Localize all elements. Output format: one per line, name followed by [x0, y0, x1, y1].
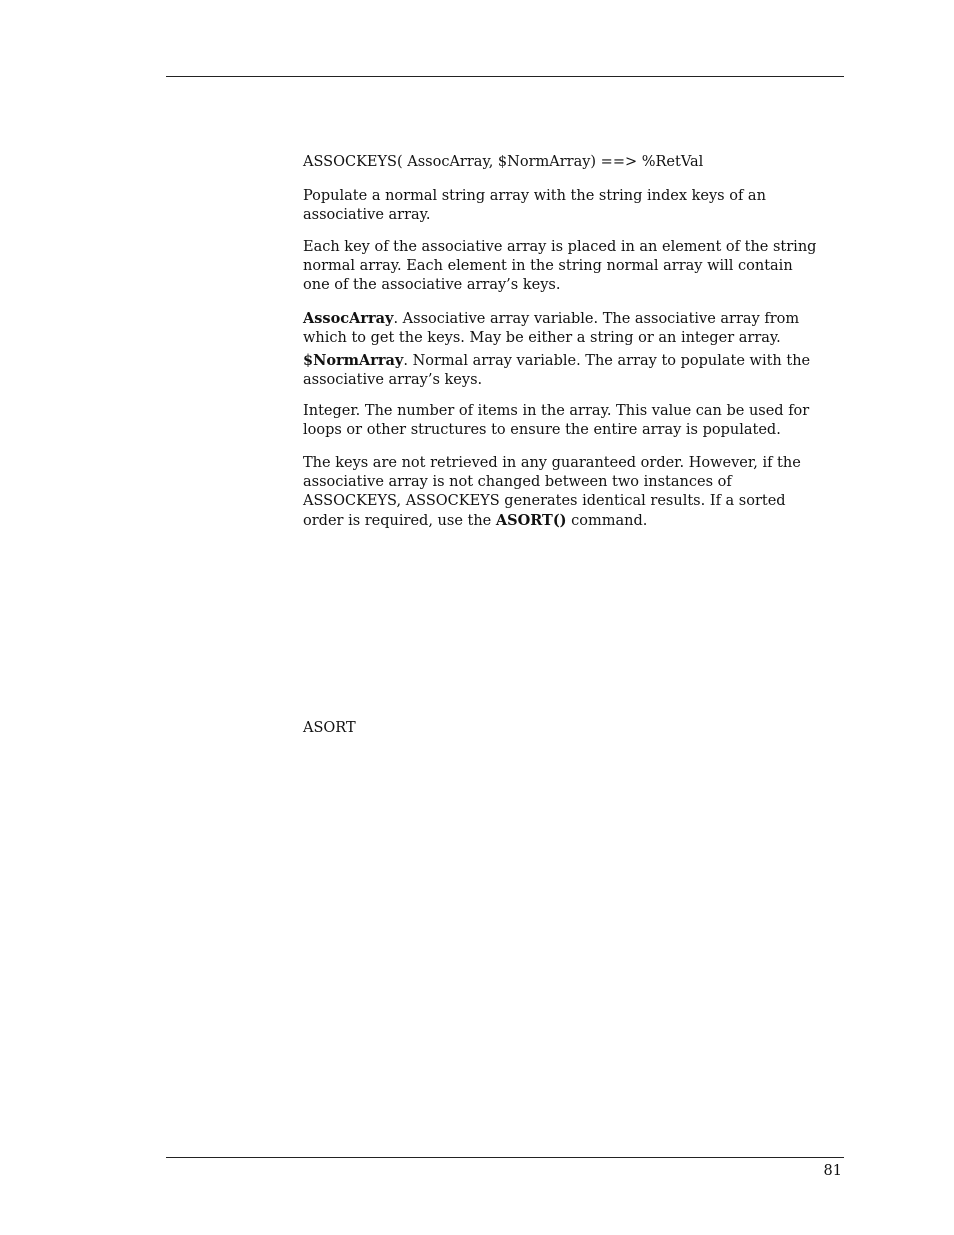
remarks-text-end: command.: [566, 513, 648, 529]
parameter-name: AssocArray: [303, 310, 394, 327]
footer-rule: [166, 1157, 844, 1158]
see-also-entry: ASORT: [303, 720, 356, 736]
parameter-name: $NormArray: [303, 352, 404, 369]
return-value-paragraph: Integer. The number of items in the array. This value can be used for loops or other structures to ensure the entire array is populated.: [303, 403, 810, 438]
parameter-assocarray: [303, 309, 823, 348]
parameter-normarray: [303, 351, 823, 390]
description-paragraph-2: Each key of the associative array is placed in an element of the string normal array. Each element in the string normal array will contain one of the associative array’s keys.: [303, 239, 817, 293]
syntax-line: ASSOCKEYS( AssocArray, $NormArray) ==> %RetVal: [303, 154, 704, 170]
remarks-text: The keys are not retrieved in any guaranteed order. However, if the associative array is not changed between two instances of ASSOCKEYS, ASSOCKEYS generates identical results. If a sorted order is required, use the: [303, 455, 801, 529]
header-rule: [166, 76, 844, 77]
asort-command-reference: ASORT(): [495, 512, 567, 529]
parameter-description: . Associative array variable. The associative array from which to get the keys. May be either a string or an integer array.: [303, 311, 800, 346]
remarks-paragraph: [303, 454, 823, 531]
page-number: 81: [823, 1163, 842, 1179]
description-paragraph-1: Populate a normal string array with the string index keys of an associative array.: [303, 188, 766, 223]
parameter-description: . Normal array variable. The array to populate with the associative array’s keys.: [303, 353, 811, 388]
